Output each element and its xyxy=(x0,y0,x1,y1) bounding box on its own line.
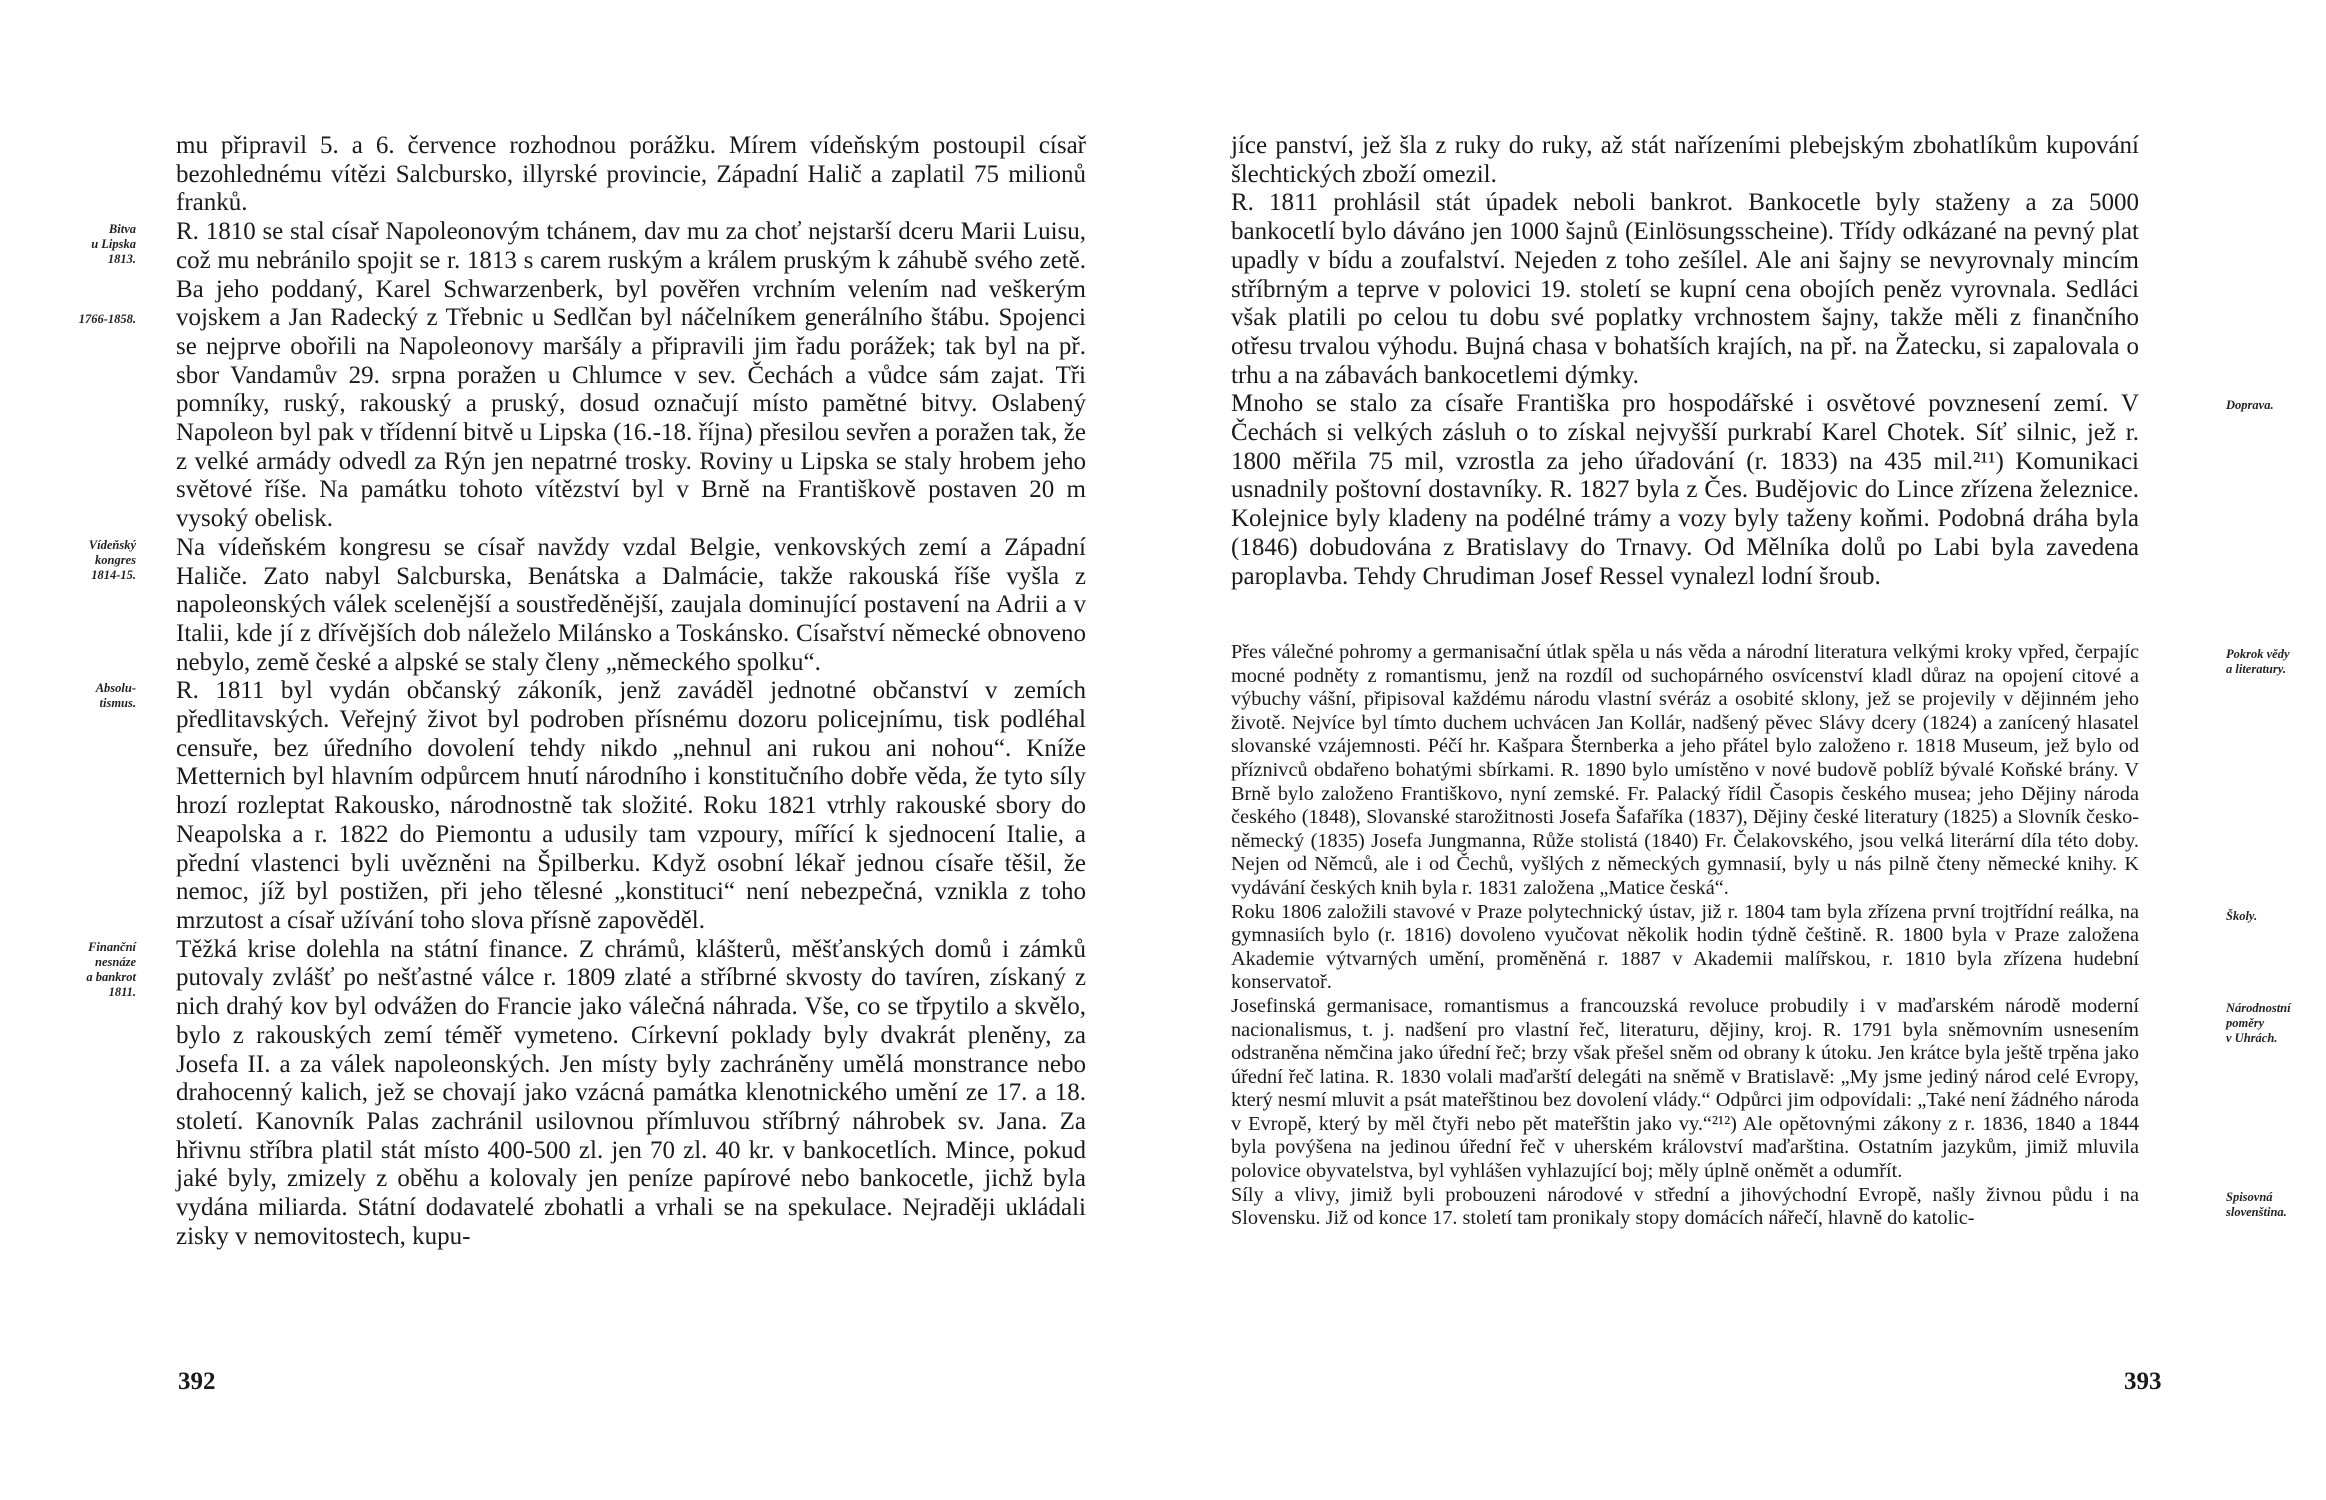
paragraph xyxy=(176,132,1086,218)
paragraph-text: R. 1810 se stal císař Napoleonovým tchánem, dav mu za choť nejstarší dceru Marii Luisu, což mu nebránilo spojit se r. 1813 s carem ruským a králem pruským k záhubě svého zetě. Ba jeho poddaný, Karel Schwarzenberk, byl pověřen vrchním velením nad veškerým vojskem a Jan Radecký z Třebnic u Sedlčan byl náčelníkem generálního štábu. Spojenci se nejprve obořili na Napoleonovy maršály a připravili jim řadu porážek; tak byl na př. sbor Vandamův 29. srpna poražen u Chlumce v sev. Čechách a vůdce sám zajat. Tři pomníky, ruský, rakouský a pruský, dosud označují místo pamětné bitvy. Oslabený Napoleon byl pak v třídenní bitvě u Lipska (16.-18. října) přesilou sevřen a poražen tak, že z velké armády odvedl za Rýn jen nepatrné trosky. Roviny u Lipska se staly hrobem jeho světové říše. Na památku tohoto vítězství byl v Brně na Františkově postaven 20 m vysoký obelisk. xyxy=(176,218,1086,533)
margin-note: 1766-1858. xyxy=(78,312,136,327)
paragraph-text: jíce panství, jež šla z ruky do ruky, až stát nařízeními plebejským zbohatlíkům kupování šlechtických zboží omezil. xyxy=(1231,132,2139,188)
paragraph xyxy=(1231,900,2258,995)
page-number: 392 xyxy=(178,1368,216,1395)
right-page-small-text xyxy=(1231,641,2291,1231)
margin-note: Doprava. xyxy=(2226,398,2274,413)
paragraph-text: R. 1811 byl vydán občanský zákoník, jenž zaváděl jednotné občanství v zemích předlitavských. Veřejný život byl podroben přísnému dozoru policejnímu, tisk podléhal censuře, bez úředního dovolení tehdy nikdo „nehnul ani rukou ani nohou“. Kníže Metternich byl hlavním odpůrcem hnutí národního i konstitučního dobře věda, že tyto síly hrozí rozleptat Rakousko, národnostně tak složité. Roku 1821 vtrhly rakouské sbory do Neapolska a r. 1822 do Piemontu a udusily tam vzpoury, mířící k sjednocení Italie, a přední vlastenci byli uvězněni na Špilberku. Když osobní lékař jednou císaře těšil, že nemoc, jíž byl postižen, při jeho tělesné „konstituci“ není nebezpečná, vznikla z toho mrzutost a císař užívání toho slova přísně zapověděl. xyxy=(176,677,1086,934)
paragraph xyxy=(1231,994,2291,1184)
paragraph-text: Přes válečné pohromy a germanisační útlak spěla u nás věda a národní literatura velkými kroky vpřed, čerpajíc mocné podněty z romantismu, jenž na rozdíl od suchopárného osvícenství kladl důraz na opojení citové a výbuchy vášní, připisoval každému národu vlastní svéráz a osobité sklony, jež se projevily v dějinném jeho životě. Nejvíce byl tímto duchem uchvácen Jan Kollár, nadšený pěvec Slávy dcery (1824) a zanícený hlasatel slovanské vzájemnosti. Péčí hr. Kašpara Šternberka a jeho přátel bylo založeno r. 1818 Museum, jež bylo od příznivců obdařeno bohatými sbírkami. R. 1890 bylo umístěno v nové budově poblíž bývalé Koňské brány. V Brně bylo založeno Františkovo, nyní zemské. Fr. Palacký řídil Časopis českého musea; jeho Dějiny národa českého (1848), Slovanské starožitnosti Josefa Šafaříka (1837), Dějiny české literatury (1825) a Slovník česko-německý (1835) Josefa Jungmanna, Růže stolistá (1840) Fr. Čelakovského, jsou velká literární díla této doby. Nejen od Němců, ale i od Čechů, vyšlých z německých gymnasií, byly u nás pilně čteny německé knihy. K vydávání českých knih byla r. 1831 založena „Matice česká“. xyxy=(1231,641,2139,899)
right-page xyxy=(1163,0,2326,1500)
paragraph xyxy=(1231,1183,2287,1231)
paragraph xyxy=(95,677,1086,935)
paragraph-text: Josefinská germanisace, romantismus a francouzská revoluce probudily i v maďarském národě moderní nacionalismus, t. j. nadšení pro vlastní řeč, literaturu, dějiny, kroj. R. 1791 byla sněmovním usnesením odstraněna němčina jako úřední řeč; brzy však přešel sněm od obrany k útoku. Jen krátce byla ještě trpěna jako úřední řeč latina. R. 1830 volali maďarští delegáti na sněmě v Bratislavě: „My jsme jediný národ celé Evropy, který nesmí mluvit a psát mateřštinou bez dovolení vlády.“ Odpůrci jim odpovídali: „Také není žádného národa v Evropě, který by měl čtyři nebo pět mateřštin jako vy.“²¹²) Ale opětovnými zákony z r. 1836, 1840 a 1844 byla povýšena na jedinou úřední řeč v uherském království maďarština. Ostatním jazykům, jimiž mluvila polovice obyvatelstva, byl vyhlášen vyhlazující boj; měly úplně oněmět a odumřít. xyxy=(1231,994,2139,1183)
paragraph xyxy=(1231,189,2139,390)
paragraph xyxy=(88,533,1086,678)
margin-note: Školy. xyxy=(2226,908,2258,923)
paragraph xyxy=(1231,641,2290,901)
margin-note: Absolu- tismus. xyxy=(95,681,136,711)
margin-note: Spisovná slovenština. xyxy=(2226,1189,2287,1219)
paragraph-text: mu připravil 5. a 6. července rozhodnou porážku. Mírem vídeňským postoupil císař bezohlednému vítězi Salcbursko, illyrské provincie, Západní Halič a zaplatil 75 milionů franků. xyxy=(176,132,1086,217)
margin-note: Národnostní poměry v Uhrách. xyxy=(2226,1000,2291,1045)
margin-note: Pokrok vědy a literatury. xyxy=(2226,647,2290,676)
paragraph-text: Na vídeňském kongresu se císař navždy vzdal Belgie, venkovských zemí a Západní Haliče. Zato nabyl Salcburska, Benátska a Dalmácie, takže rakouská říše vyšla z napoleonských válek scelenější a soustředěnější, zaujala dominující postavení na Adrii a v Italii, kde jí z dřívějších dob náleželo Milánsko a Toskánsko. Císařství německé obnoveno nebylo, země české a alpské se staly členy „německého spolku“. xyxy=(176,533,1086,676)
right-page-text xyxy=(1231,132,2274,591)
paragraph xyxy=(78,218,1086,534)
paragraph-text: Roku 1806 založili stavové v Praze polytechnický ústav, již r. 1804 tam byla zřízena první trojtřídní reálka, na gymnasiích bylo (r. 1816) dovoleno vyučovat několik hodin týdně češtině. R. 1800 byla v Praze založena Akademie výtvarných umění, proměněná r. 1887 v Akademii malířskou, r. 1810 byla zřízena hudební konservatoř. xyxy=(1231,900,2139,994)
margin-note: Finanční nesnáze a bankrot 1811. xyxy=(86,939,136,999)
paragraph-text: Těžká krise dolehla na státní finance. Z chrámů, klášterů, měšťanských domů i zámků putovaly zvlášť po nešťastné válce r. 1809 zlaté a stříbrné skvosty do tavíren, získaný z nich drahý kov byl odvážen do Francie jako válečná náhrada. Vše, co se třpytilo a skvělo, bylo z rakouských zemí téměř vymeteno. Církevní poklady byly dvakrát pleněny, za Josefa II. a za válek napoleonských. Jen místy byly zachráněny umělá monstrance nebo drahocenný kalich, jež se chovají jako vzácná památka klenotnického umění ze 17. a 18. století. Kanovník Palas zachránil usilovnou přímluvou stříbrný náhrobek sv. Jana. Za hřivnu stříbra platil stát místo 400-500 zl. jen 70 zl. 40 kr. v bankocetlích. Mince, pokud jaké byly, zmizely z oběhu a kolovaly jen peníze papírové nebo bankocetle, jichž byla vydána miliarda. Státní dodavatelé zbohatli a vrhali se na spekulace. Nejraději ukládali zisky v nemovitostech, kupu- xyxy=(176,935,1086,1250)
paragraph-text: R. 1811 prohlásil stát úpadek neboli bankrot. Bankocetle byly staženy a za 5000 bankocetlí bylo dáváno jen 1000 šajnů (Einlösungsscheine). Třídy odkázané na pevný plat upadly v bídu a zoufalství. Nejeden z toho zešílel. Ale ani šajny se nevyrovnaly mincím stříbrným a teprve v polovici 19. století se kupní cena obojích peněz vyrovnala. Sedláci však platili po celou tu dobu své poplatky vrchnostem šajny, takže měli z finančního otřesu trvalou výhodu. Bujná chasa v bohatších krajích, na př. na Žatecku, si zapalovala o trhu a na zábavách bankocetlemi dýmky. xyxy=(1231,189,2139,389)
margin-note: Vídeňský kongres 1814-15. xyxy=(88,537,136,582)
page-number: 393 xyxy=(2124,1368,2162,1395)
paragraph xyxy=(1231,390,2274,591)
paragraph-text: Mnoho se stalo za císaře Františka pro hospodářské i osvětové povznesení zemí. V Čechách si velkých zásluh o to získal nejvyšší purkrabí Karel Chotek. Síť silnic, jež r. 1800 měřila 75 mil, vzrostla za jeho úřadování (r. 1833) na 435 mil.²¹¹) Komunikaci usnadnily poštovní dostavníky. R. 1827 byla z Čes. Budějovic do Lince zřízena železnice. Kolejnice byly kladeny na podélné trámy a vozy byly taženy koňmi. Podobná dráha byla (1846) dobudována z Bratislavy do Trnavy. Od Mělníka dolů po Labi byla zavedena paroplavba. Tehdy Chrudiman Josef Ressel vynalezl lodní šroub. xyxy=(1231,390,2139,590)
paragraph xyxy=(86,935,1086,1252)
left-page-text xyxy=(78,132,1086,1251)
paragraph xyxy=(1231,132,2139,189)
paragraph-text: Síly a vlivy, jimiž byli probouzeni národové v střední a jihovýchodní Evropě, našly živnou půdu i na Slovensku. Již od konce 17. století tam pronikaly stopy domácích nářečí, hlavně do katolic- xyxy=(1231,1183,2139,1230)
margin-note: Bitva u Lipska 1813. xyxy=(91,222,136,267)
